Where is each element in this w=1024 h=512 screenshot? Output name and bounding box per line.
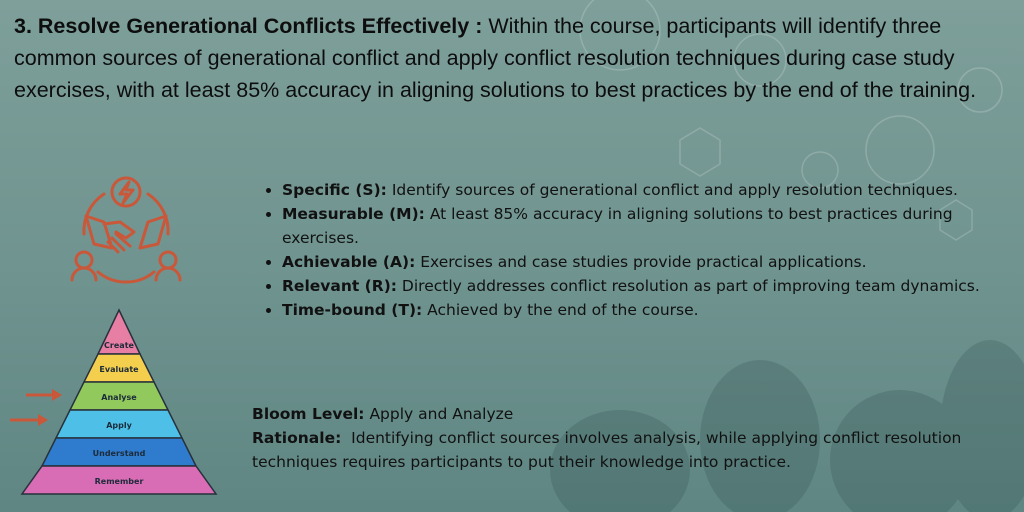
pyramid-label-create: Create [104, 341, 134, 350]
smart-label: Achievable (A): [282, 253, 416, 271]
handshake-team-icon [64, 174, 188, 286]
lightning-badge-circle [112, 178, 140, 206]
bloom-section [252, 402, 1002, 474]
smart-item-achievable [282, 250, 1022, 274]
smart-label: Time-bound (T): [282, 301, 423, 319]
pyramid-label-remember: Remember [94, 477, 144, 486]
smart-text: At least 85% accuracy in aligning solutions to best practices during exercises. [282, 205, 953, 247]
smart-item-measurable [282, 202, 1022, 250]
smart-label: Relevant (R): [282, 277, 397, 295]
objective-description: Within the course, participants will identify three common sources of generational conflict and apply conflict resolution techniques during case study exercises, with at least 85% accuracy in aligning solutions to best practices by the end of the training. [14, 14, 977, 102]
smart-text: Exercises and case studies provide practical applications. [420, 253, 867, 271]
bloom-level-value: Apply and Analyze [369, 405, 514, 423]
rationale [252, 426, 1002, 474]
bloom-level [252, 402, 1002, 426]
rationale-label: Rationale: [252, 429, 342, 447]
smart-text: Directly addresses conflict resolution as part of improving team dynamics. [401, 277, 980, 295]
smart-item-time-bound [282, 298, 1022, 322]
smart-text: Identify sources of generational conflict and apply resolution techniques. [391, 181, 958, 199]
bloom-taxonomy-pyramid [6, 306, 222, 496]
lightning-icon [120, 182, 133, 203]
smart-text: Achieved by the end of the course. [427, 301, 699, 319]
rationale-value: Identifying conflict sources involves analysis, while applying conflict resolution techniques requires participants to put their knowledge into practice. [252, 429, 962, 471]
smart-label: Measurable (M): [282, 205, 425, 223]
bloom-level-label: Bloom Level: [252, 405, 365, 423]
smart-item-specific [282, 178, 1022, 202]
pyramid-label-apply: Apply [106, 421, 132, 430]
objective-title: 3. Resolve Generational Conflicts Effectively : [14, 14, 483, 38]
pyramid-label-evaluate: Evaluate [99, 365, 139, 374]
objective-heading [14, 10, 1004, 106]
smart-label: Specific (S): [282, 181, 387, 199]
smart-criteria-list [258, 178, 1022, 322]
pyramid-label-analyse: Analyse [101, 393, 137, 402]
pyramid-label-understand: Understand [92, 449, 146, 458]
smart-item-relevant [282, 274, 1022, 298]
